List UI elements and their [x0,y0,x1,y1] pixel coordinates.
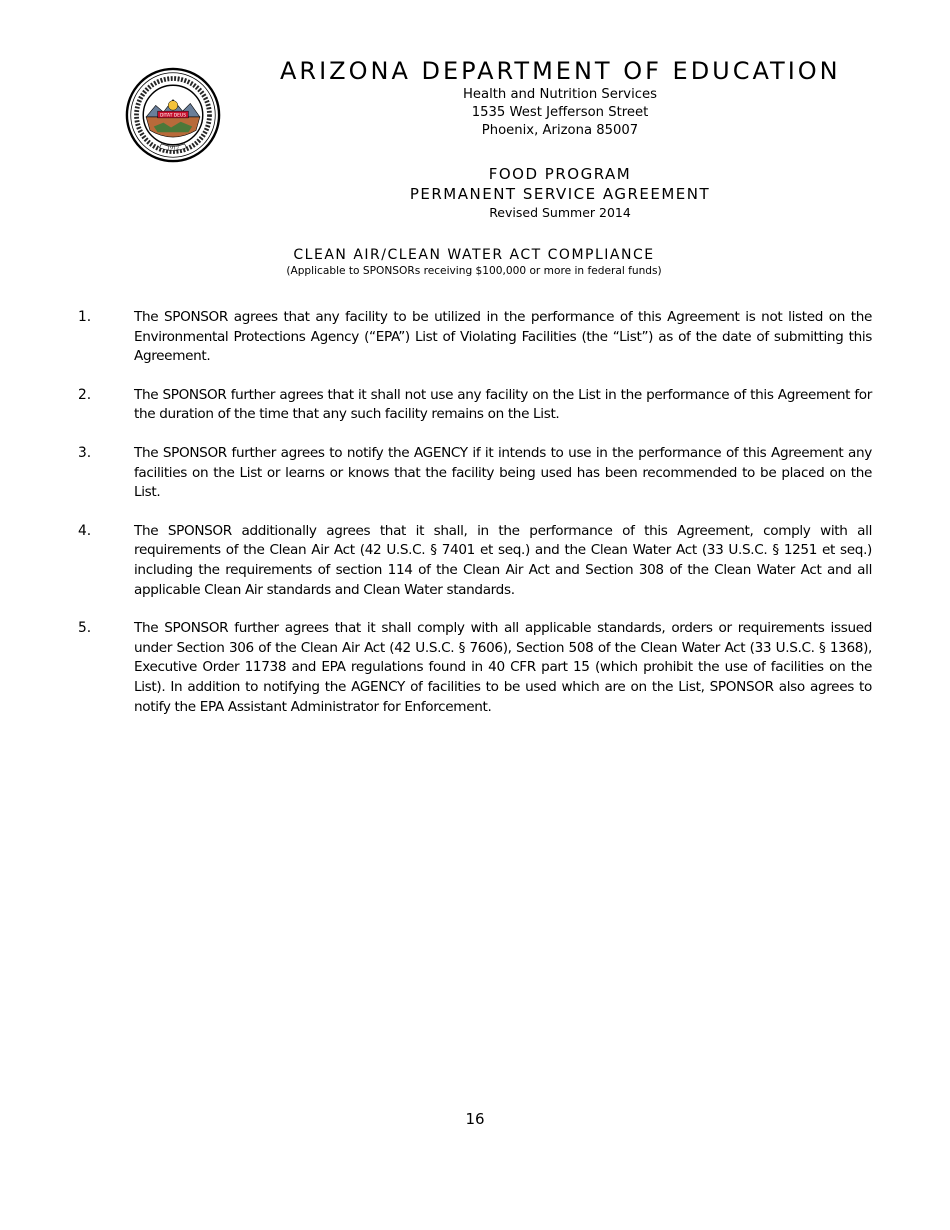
clause-item [78,522,872,600]
clause-number: 3. [78,444,92,461]
clause-item [78,386,872,425]
clause-text: The SPONSOR further agrees that it shall not use any facility on the List in the performance of this Agreement for the duration of the time that any such facility remains on the List. [134,386,872,423]
clause-text: The SPONSOR agrees that any facility to be utilized in the performance of this Agreement is not listed on the Environmental Protections Agency (“EPA”) List of Violating Facilities (the “List”) as of the date of submitting this Agreement. [134,309,872,365]
clause-item [78,308,872,367]
clause-number: 4. [78,522,92,539]
program-title-line2: PERMANENT SERVICE AGREEMENT [409,185,711,203]
seal-motto: DITAT DEUS [159,113,187,119]
division-name: Health and Nutrition Services [462,87,658,102]
city-address: Phoenix, Arizona 85007 [481,123,639,138]
clause-text: The SPONSOR further agrees to notify the AGENCY if it intends to use in the performance of this Agreement any facilities on the List or learns or knows that the facility being used has been recommended to be placed on the List. [134,444,872,501]
program-title-line1: FOOD PROGRAM [488,165,632,183]
program-title-block [280,164,840,222]
revision-note: Revised Summer 2014 [489,205,631,220]
section-title: CLEAN AIR/CLEAN WATER ACT COMPLIANCE [293,247,655,263]
clause-number: 1. [78,309,92,325]
clause-item [78,619,872,717]
clause-item [78,444,872,503]
section-heading [200,246,748,278]
agreement-clauses [78,308,872,736]
clause-text: The SPONSOR further agrees that it shall comply with all applicable standards, orders or requirements issued under Section 306 of the Clean Air Act (42 U.S.C. § 7606), Section 508 of the Clean Water Act (33 U.S.C. § 1368), Executive Order 11738 and EPA regulations found in 40 CFR part 15 (which prohibit the use of facilities on the List). In addition to notifying the AGENCY of facilities to be used which are on the List, SPONSOR also agrees to notify the EPA Assistant Administrator for Enforcement. [134,620,872,715]
page-number: 16 [465,1110,485,1128]
clause-text: The SPONSOR additionally agrees that it shall, in the performance of this Agreement, comply with all requirements of the Clean Air Act (42 U.S.C. § 7401 et seq.) and the Clean Water Act (33 U.S.C. § 1251 et seq.) including the requirements of section 114 of the Clean Air Act and Section 308 of the Clean Water Act and all applicable Clean Air standards and Clean Water standards. [134,522,872,598]
street-address: 1535 West Jefferson Street [471,105,649,120]
clause-number: 2. [78,386,92,403]
arizona-state-seal-icon [125,67,221,163]
section-subtitle: (Applicable to SPONSORs receiving $100,000 or more in federal funds) [286,265,662,277]
letterhead [280,56,840,140]
department-name: ARIZONA DEPARTMENT OF EDUCATION [280,57,841,85]
seal-year: 1912 [166,146,180,152]
clause-number: 5. [78,620,92,637]
